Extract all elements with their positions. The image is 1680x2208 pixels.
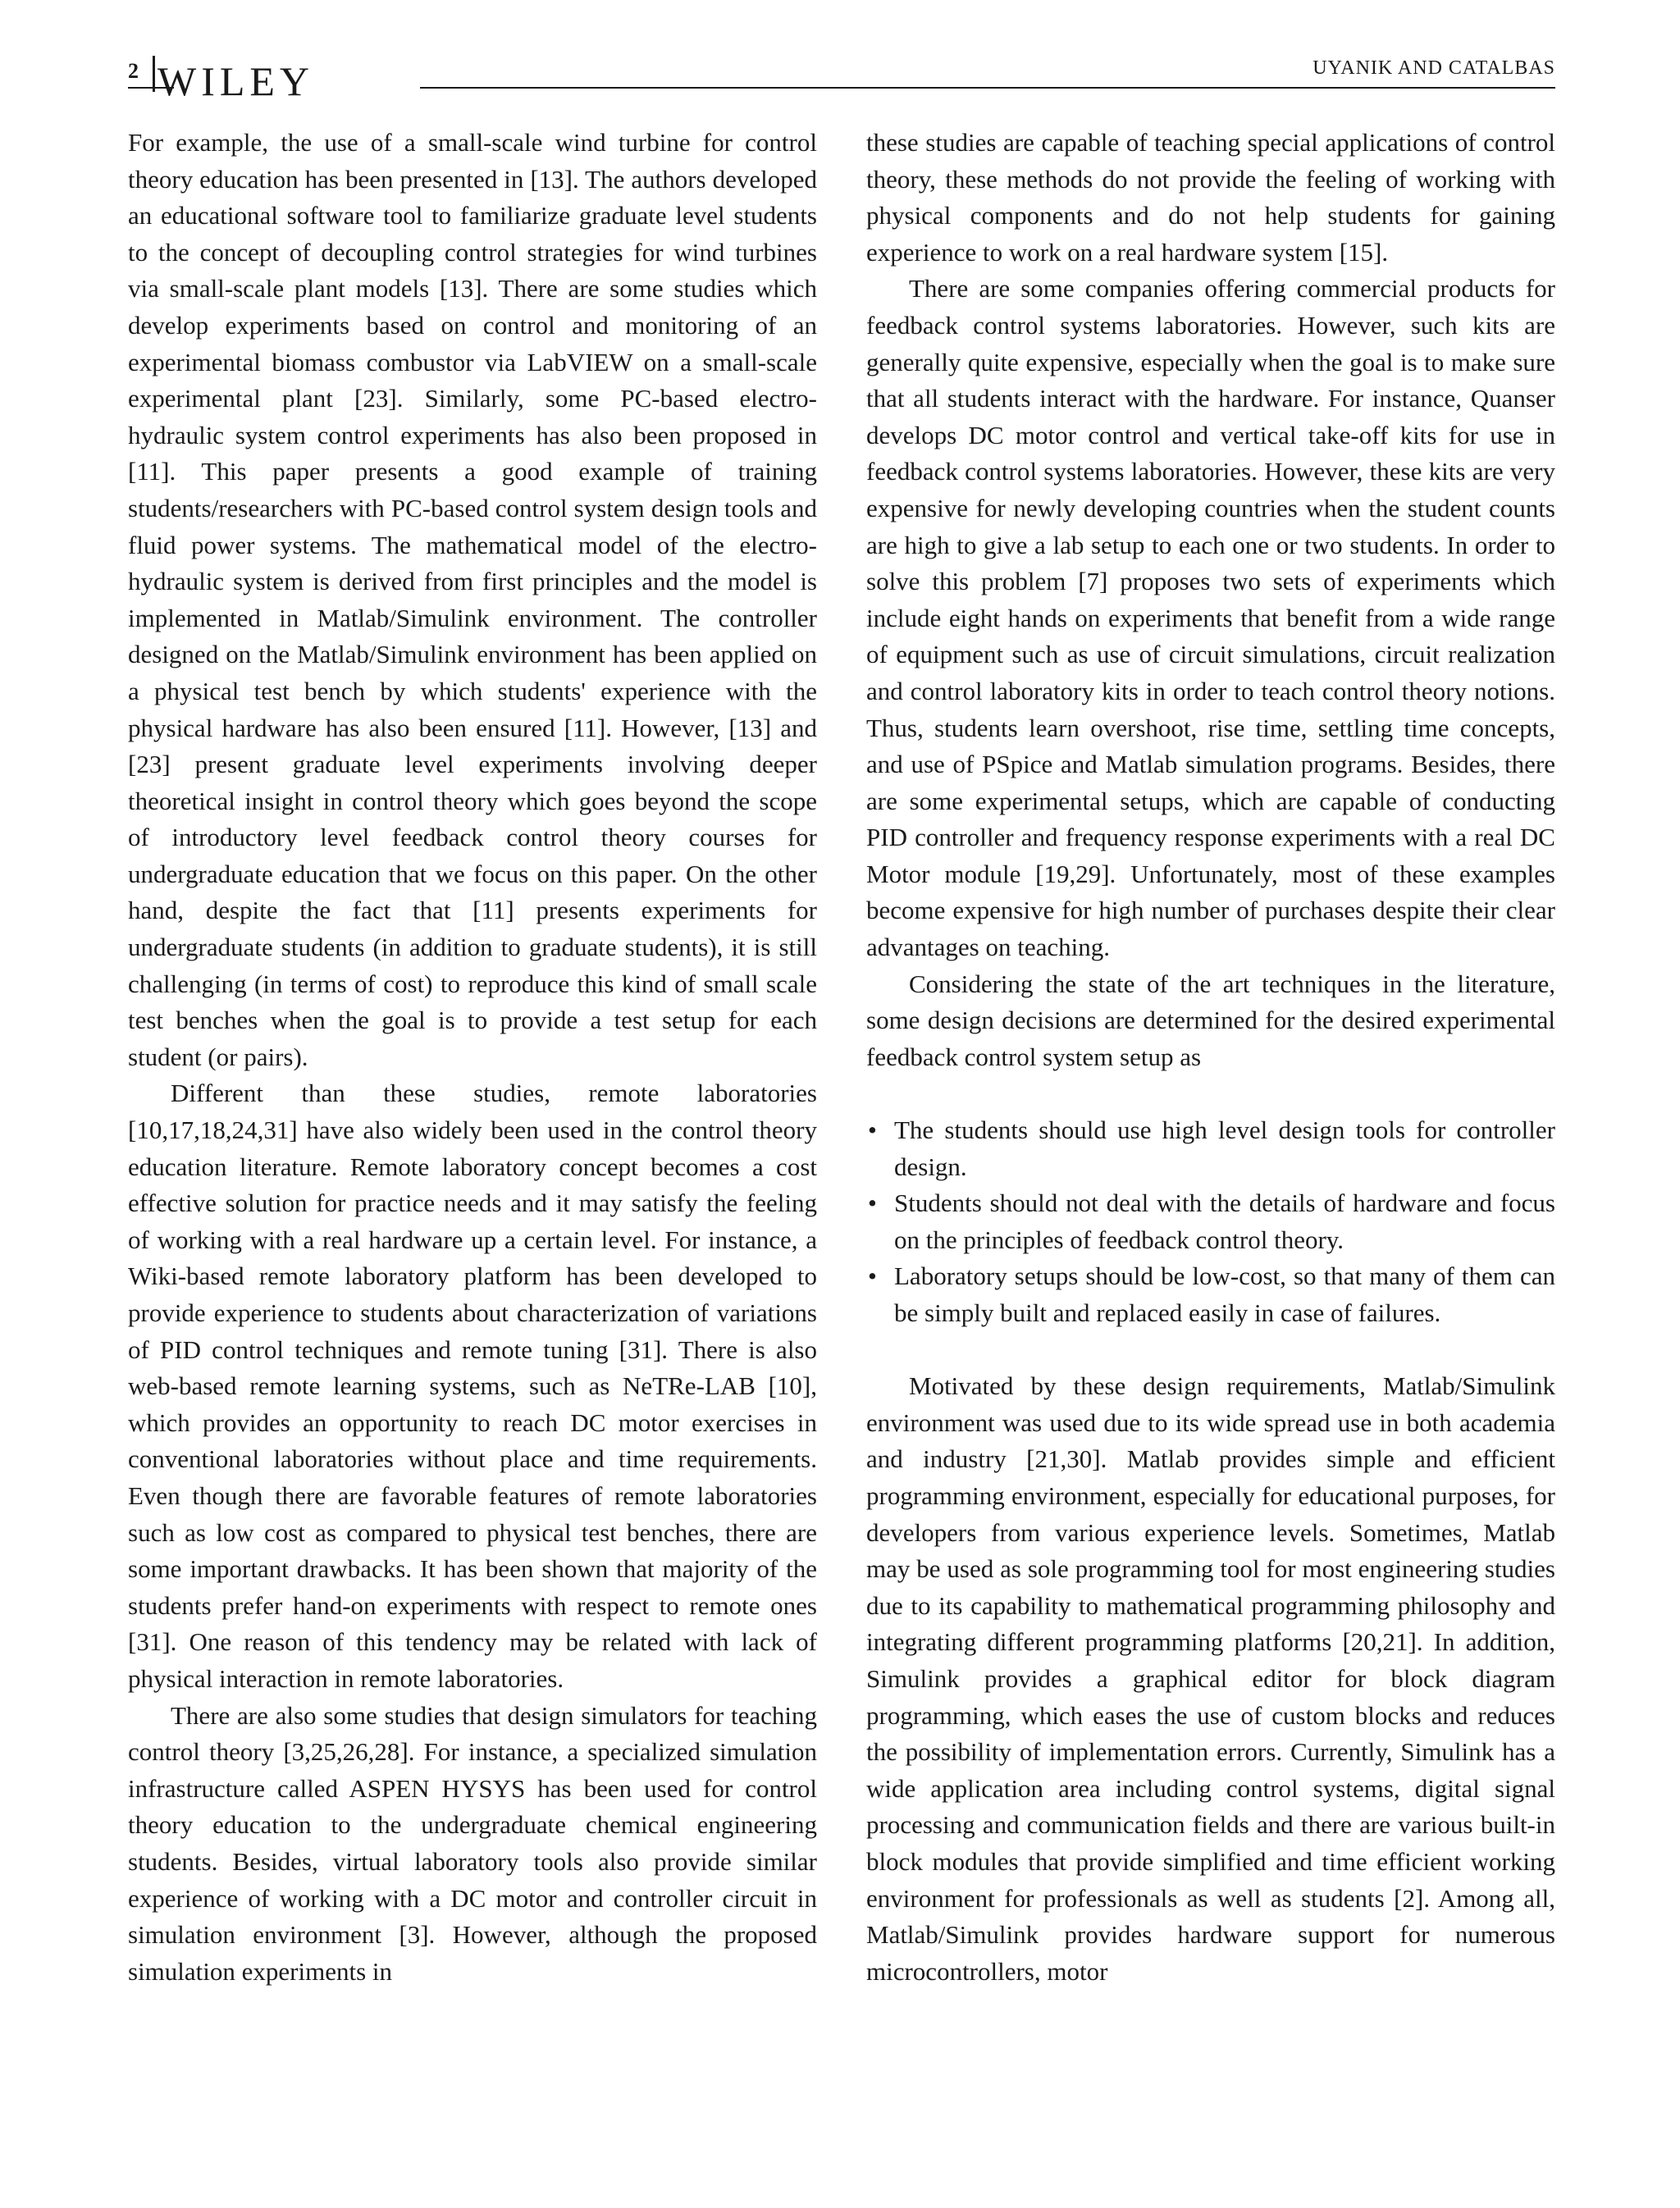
paragraph: There are also some studies that design simulators for teaching control theory [3,25,26,28]. For instance, a specialized simulation infrastructure called ASPEN HYSYS has been used for control theory education to the undergraduate chemical engineering students. Besides, virtual laboratory tools also provide similar experience of working with a DC motor and controller circuit in simulation environment [3]. However, although the proposed simulation experiments in (128, 1700, 817, 1986)
design-requirements-list (866, 1112, 1555, 1332)
running-head-authors: UYANIK AND CATALBAS (1312, 57, 1555, 79)
paragraph: For example, the use of a small-scale wind turbine for control theory education has been presented in [13]. The authors developed an educational software tool to familiarize graduate level students to the concept of decoupling control strategies for wind turbines via small-scale plant models [13]. There are some studies which develop experiments based on control and monitoring of an experimental biomass combustor via LabVIEW on a small-scale experimental plant [23]. Similarly, some PC-based electro-hydraulic system control experiments has also been proposed in [11]. This paper presents a good example of training students/researchers with PC-based control system design tools and fluid power systems. The mathematical model of the electro-hydraulic system is derived from first principles and the model is implemented in Matlab/Simulink environment. The controller designed on the Matlab/Simulink environment has been applied on a physical test bench by which students' experience with the physical hardware has also been ensured [11]. However, [13] and [23] present graduate level experiments involving deeper theoretical insight in control theory which goes beyond the scope of introductory level feedback control theory courses for undergraduate education that we focus on this paper. On the other hand, despite the fact that [11] presents experiments for undergraduate students (in addition to graduate students), it is still challenging (in terms of cost) to reproduce this kind of small scale test benches when the goal is to provide a test setup for each student (or pairs). (128, 128, 817, 1071)
right-column (866, 125, 1555, 1990)
page-number: 2 (128, 59, 139, 83)
list-item: • Laboratory setups should be low-cost, so that many of them can be simply built and replaced easily in case of failures. (866, 1258, 1555, 1331)
list-item: • Students should not deal with the details of hardware and focus on the principles of feedback control theory. (866, 1185, 1555, 1258)
list-item: • The students should use high level design tools for controller design. (866, 1112, 1555, 1185)
paragraph: Different than these studies, remote laboratories [10,17,18,24,31] have also widely been used in the control theory education literature. Remote laboratory concept becomes a cost effective solution for practice needs and it may satisfy the feeling of working with a real hardware up a certain level. For instance, a Wiki-based remote laboratory platform has been developed to provide experience to students about characterization of variations of PID control techniques and remote tuning [31]. There is also web-based remote learning systems, such as NeTRe-LAB [10], which provides an opportunity to reach DC motor exercises in conventional laboratories without place and time requirements. Even though there are favorable features of remote laboratories such as low cost as compared to physical test benches, there are some important drawbacks. It has been shown that majority of the students prefer hand-on experiments with respect to remote ones [31]. One reason of this tendency may be related with lack of physical interaction in remote laboratories. (128, 1079, 817, 1693)
paragraph: these studies are capable of teaching special applications of control theory, these methods do not provide the feeling of working with physical components and do not help students for gaining experience to work on a real hardware system [15]. (866, 128, 1555, 267)
paragraph: Motivated by these design requirements, Matlab/Simulink environment was used due to its wide spread use in both academia and industry [21,30]. Matlab provides simple and efficient programming environment, especially for educational purposes, for developers from various experience levels. Sometimes, Matlab may be used as sole programming tool for most engineering studies due to its capability to mathematical programming philosophy and integrating different programming platforms [20,21]. In addition, Simulink provides a graphical editor for block diagram programming, which eases the use of custom blocks and reduces the possibility of implementation errors. Currently, Simulink has a wide application area including control systems, digital signal processing and communication fields and there are various built-in block modules that provide simplified and time efficient working environment for professionals as well as students [2]. Among all, Matlab/Simulink provides hardware support for numerous microcontrollers, motor (866, 1371, 1555, 1986)
paragraph: There are some companies offering commercial products for feedback control systems laboratories. However, such kits are generally quite expensive, especially when the goal is to make sure that all students interact with the hardware. For instance, Quanser develops DC motor control and vertical take-off kits for use in feedback control systems laboratories. However, these kits are very expensive for newly developing countries when the student counts are high to give a lab setup to each one or two students. In order to solve this problem [7] proposes two sets of experiments which include eight hands on experiments that benefit from a wide range of equipment such as use of circuit simulations, circuit realization and control laboratory kits in order to teach control theory notions. Thus, students learn overshoot, rise time, settling time concepts, and use of PSpice and Matlab simulation programs. Besides, there are some experimental setups, which are capable of conducting PID controller and frequency response experiments with a real DC Motor module [19,29]. Unfortunately, most of these examples become expensive for high number of purchases despite their clear advantages on teaching. (866, 274, 1555, 962)
paragraph: Considering the state of the art techniques in the literature, some design decisions are determined for the desired experimental feedback control system setup as (866, 969, 1555, 1071)
wiley-logo: WILEY (158, 58, 315, 104)
left-column (128, 125, 817, 1990)
page-header (128, 51, 1555, 108)
